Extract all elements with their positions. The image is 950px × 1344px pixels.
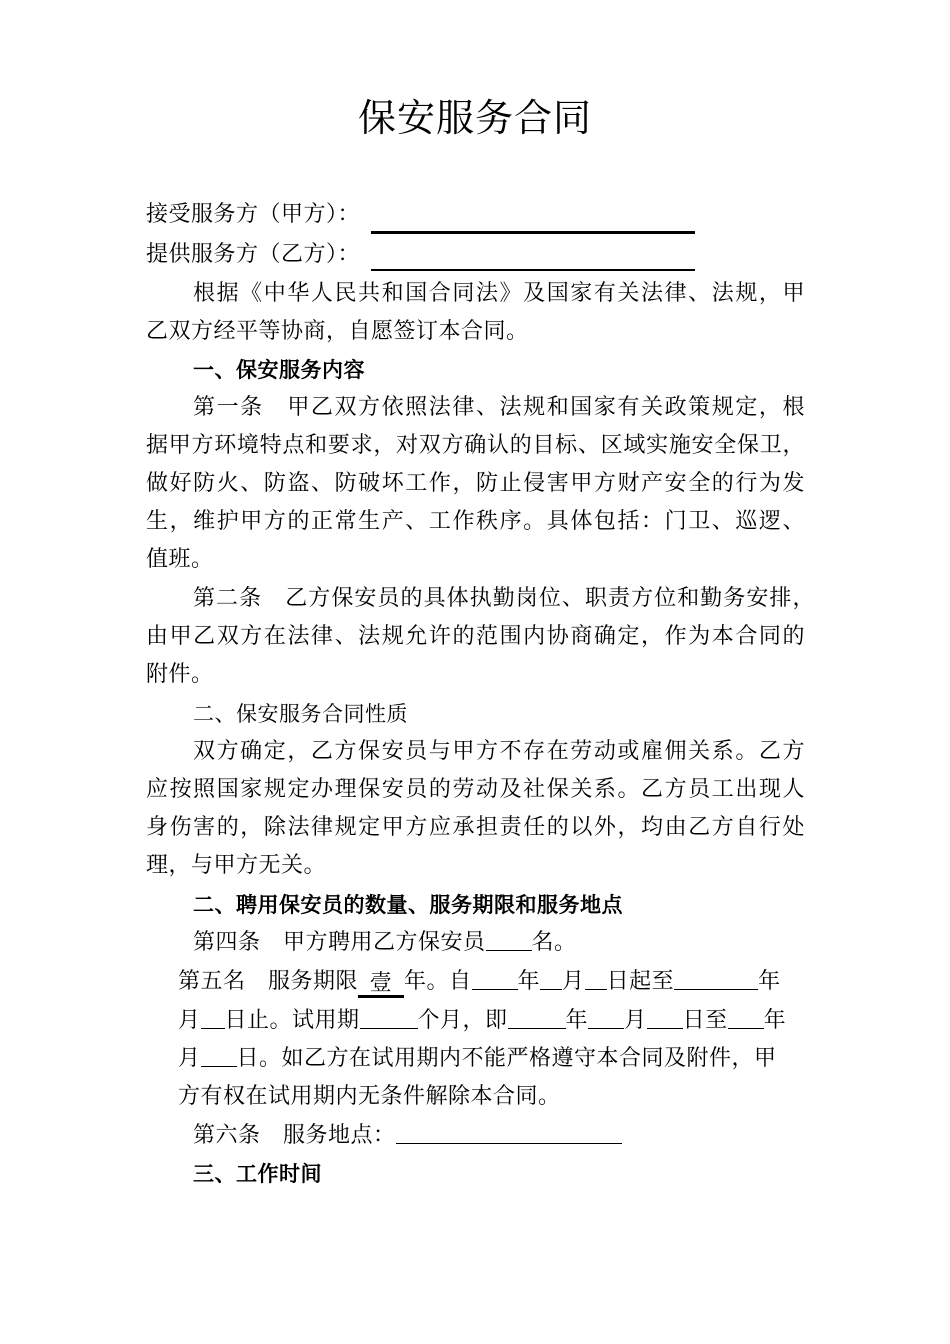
section-2a-heading: 二、保安服务合同性质 xyxy=(193,702,408,726)
trial-end-month-blank xyxy=(201,1044,237,1067)
intro-line-1: 根据《中华人民共和国合同法》及国家有关法律、法规，甲 xyxy=(193,281,805,306)
document-title: 保安服务合同 xyxy=(357,96,592,140)
trial-month-label: 月 xyxy=(624,1008,647,1033)
start-month-blank xyxy=(540,967,562,990)
article-4 xyxy=(193,928,577,958)
end-year-label: 年 xyxy=(758,969,781,994)
trial-year-blank xyxy=(508,1006,566,1029)
guard-count-blank xyxy=(486,928,532,951)
nature-line-1: 双方确定，乙方保安员与甲方不存在劳动或雇佣关系。乙方 xyxy=(193,739,805,764)
trial-end-month-label: 月 xyxy=(178,1046,201,1071)
article-5-from: 年。自 xyxy=(404,969,472,994)
article-5-line-2 xyxy=(178,1006,786,1036)
article-1-line-4: 生，维护甲方的正常生产、工作秩序。具体包括：门卫、巡逻、 xyxy=(146,509,805,534)
nature-line-3: 身伤害的，除法律规定甲方应承担责任的以外，均由乙方自行处 xyxy=(146,815,805,840)
article-5-line-1 xyxy=(178,967,781,998)
article-2-line-3: 附件。 xyxy=(146,662,214,687)
trial-year-label: 年 xyxy=(565,1008,589,1033)
party-a-label: 接受服务方（甲方）： xyxy=(146,202,361,227)
trial-day-blank xyxy=(647,1006,683,1029)
nature-line-4: 理，与甲方无关。 xyxy=(146,853,327,878)
trial-end-year-label: 年 xyxy=(763,1008,787,1033)
article-1-line-2: 据甲方环境特点和要求，对双方确认的目标、区域实施安全保卫， xyxy=(146,433,805,458)
intro-line-2: 乙双方经平等协商，自愿签订本合同。 xyxy=(146,319,529,344)
section-3-heading: 三、工作时间 xyxy=(193,1162,322,1186)
article-6-label: 第六条 服务地点： xyxy=(193,1123,396,1148)
article-4-suffix: 名。 xyxy=(531,930,577,955)
article-5-label: 第五名 服务期限 xyxy=(178,969,359,994)
article-6 xyxy=(193,1121,622,1151)
trial-month-blank xyxy=(588,1006,624,1029)
start-day-blank xyxy=(585,967,607,990)
section-2b-heading: 二、聘用保安员的数量、服务期限和服务地点 xyxy=(193,893,623,917)
article-1-line-1: 第一条 甲乙双方依照法律、法规和国家有关政策规定，根 xyxy=(193,395,805,420)
trial-end-text: 日。如乙方在试用期内不能严格遵守本合同及附件，甲 xyxy=(236,1046,777,1071)
service-term-value: 壹 xyxy=(358,969,404,998)
article-5-line-4: 方有权在试用期内无条件解除本合同。 xyxy=(178,1084,561,1109)
end-month-blank xyxy=(201,1006,225,1029)
article-4-text: 第四条 甲方聘用乙方保安员 xyxy=(193,930,486,955)
service-location-blank xyxy=(396,1121,622,1144)
trial-months-label: 个月，即 xyxy=(417,1008,508,1033)
article-2-line-2: 由甲乙双方在法律、法规允许的范围内协商确定，作为本合同的 xyxy=(146,624,805,649)
end-year-blank xyxy=(674,967,758,990)
trial-end-year-blank xyxy=(728,1006,764,1029)
article-5-line-3 xyxy=(178,1044,777,1074)
trial-months-blank xyxy=(360,1006,418,1029)
party-b-label: 提供服务方（乙方）： xyxy=(146,242,361,267)
party-a-blank xyxy=(371,231,695,234)
nature-line-2: 应按照国家规定办理保安员的劳动及社保关系。乙方员工出现人 xyxy=(146,777,805,802)
party-b-blank xyxy=(371,269,695,271)
article-2-line-1: 第二条 乙方保安员的具体执勤岗位、职责方位和勤务安排， xyxy=(193,586,815,611)
trial-label: 日止。试用期 xyxy=(224,1008,360,1033)
section-1-heading: 一、保安服务内容 xyxy=(193,358,365,382)
day-until-label: 日起至 xyxy=(606,969,675,994)
article-1-line-5: 值班。 xyxy=(146,547,214,572)
trial-until-label: 日至 xyxy=(682,1008,728,1033)
end-month-label: 月 xyxy=(178,1008,201,1033)
article-1-line-3: 做好防火、防盗、防破坏工作，防止侵害甲方财产安全的行为发 xyxy=(146,471,805,496)
year-label: 年 xyxy=(517,969,541,994)
month-label: 月 xyxy=(562,969,585,994)
start-year-blank xyxy=(472,967,518,990)
